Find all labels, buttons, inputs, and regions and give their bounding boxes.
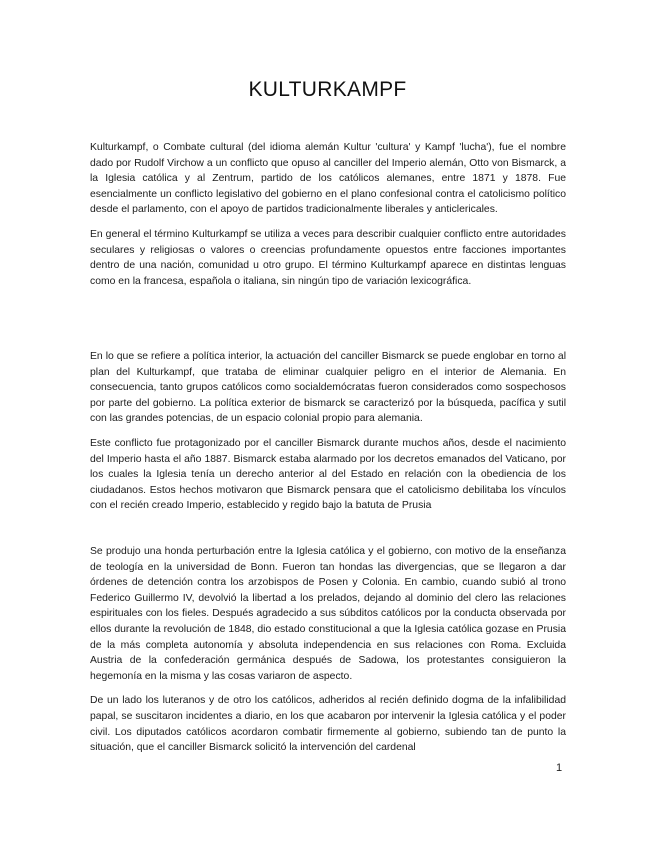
paragraph: En lo que se refiere a política interior, la actuación del canciller Bismarck se puede englobar en torno al plan del Kulturkampf, que trataba de eliminar cualquier peligro en el interior de Alemania. En consecuencia, tanto grupos católicos como socialdemócratas fueron considerados como sospechosos por parte del gobierno. La política exterior de bismarck se caracterizó por la búsqueda, pacífica y sutil con las grandes potencias, de un espacio colonial propio para alemania. <box>90 351 566 425</box>
paragraph: Se produjo una honda perturbación entre la Iglesia católica y el gobierno, con motivo de la enseñanza de teología en la universidad de Bonn. Fueron tan hondas las divergencias, que se llegaron a dar órdenes de detención contra los arzobispos de Posen y Colonia. En cambio, cuando subió al trono Federico Guillermo IV, devolvió la libertad a los prelados, dejando al dominio del clero las relaciones espirituales con los fieles. Después agradecido a sus súbditos católicos por la conducta observada por ellos durante la revolución de 1848, dio estado constitucional a que la Iglesia católica gozase en Prusia de la más completa autonomía y absoluta independencia en sus relaciones con Roma. Excluida Austria de la confederación germánica después de Sadowa, los protestantes consiguieron la hegemonía en la misma y las cosas variaron de aspecto. <box>90 546 566 682</box>
paragraph: Kulturkampf, o Combate cultural (del idioma alemán Kultur 'cultura' y Kampf 'lucha'), fue el nombre dado por Rudolf Virchow a un conflicto que opuso al canciller del Imperio alemán, Otto von Bismarck, a la Iglesia católica y al Zentrum, partido de los católicos alemanes, entre 1871 y 1878. Fue esencialmente un conflicto legislativo del gobierno en el plano confesional contra el catolicismo político desde el parlamento, con el apoyo de partidos tradicionalmente liberales y anticlericales. <box>90 142 566 216</box>
section-internal-politics <box>90 349 566 514</box>
page-title: KULTURKAMPF <box>248 78 407 101</box>
section-church-conflict <box>90 544 566 756</box>
section-introduction <box>90 140 566 289</box>
paragraph: En general el término Kulturkampf se utiliza a veces para describir cualquier conflicto entre autoridades seculares y religiosas o valores o creencias profundamente opuestos entre facciones importantes dentro de una nación, comunidad u otro grupo. El término Kulturkampf aparece en distintas lenguas como en la francesa, española o italiana, sin ningún tipo de variación lexicográfica. <box>90 228 566 287</box>
paragraph: Este conflicto fue protagonizado por el canciller Bismarck durante muchos años, desde el nacimiento del Imperio hasta el año 1887. Bismarck estaba alarmado por los decretos emanados del Vaticano, por los cuales la Iglesia tenía un derecho anterior al del Estado en relación con la obediencia de los ciudadanos. Estos hechos motivaron que Bismarck pensara que el catolicismo debilitaba los vínculos con el recién creado Imperio, establecido y regido bajo la batuta de Prusia <box>90 437 566 512</box>
page-number: 1 <box>556 762 563 774</box>
paragraph: De un lado los luteranos y de otro los católicos, adheridos al recién definido dogma de la infalibilidad papal, se suscitaron incidentes a diario, en los que acabaron por intervenir la Iglesia católica y el poder civil. Los diputados católicos acordaron combatir firmemente al gobierno, subiendo tan de punto la situación, que el canciller Bismarck solicitó la intervención del cardenal <box>90 695 566 754</box>
